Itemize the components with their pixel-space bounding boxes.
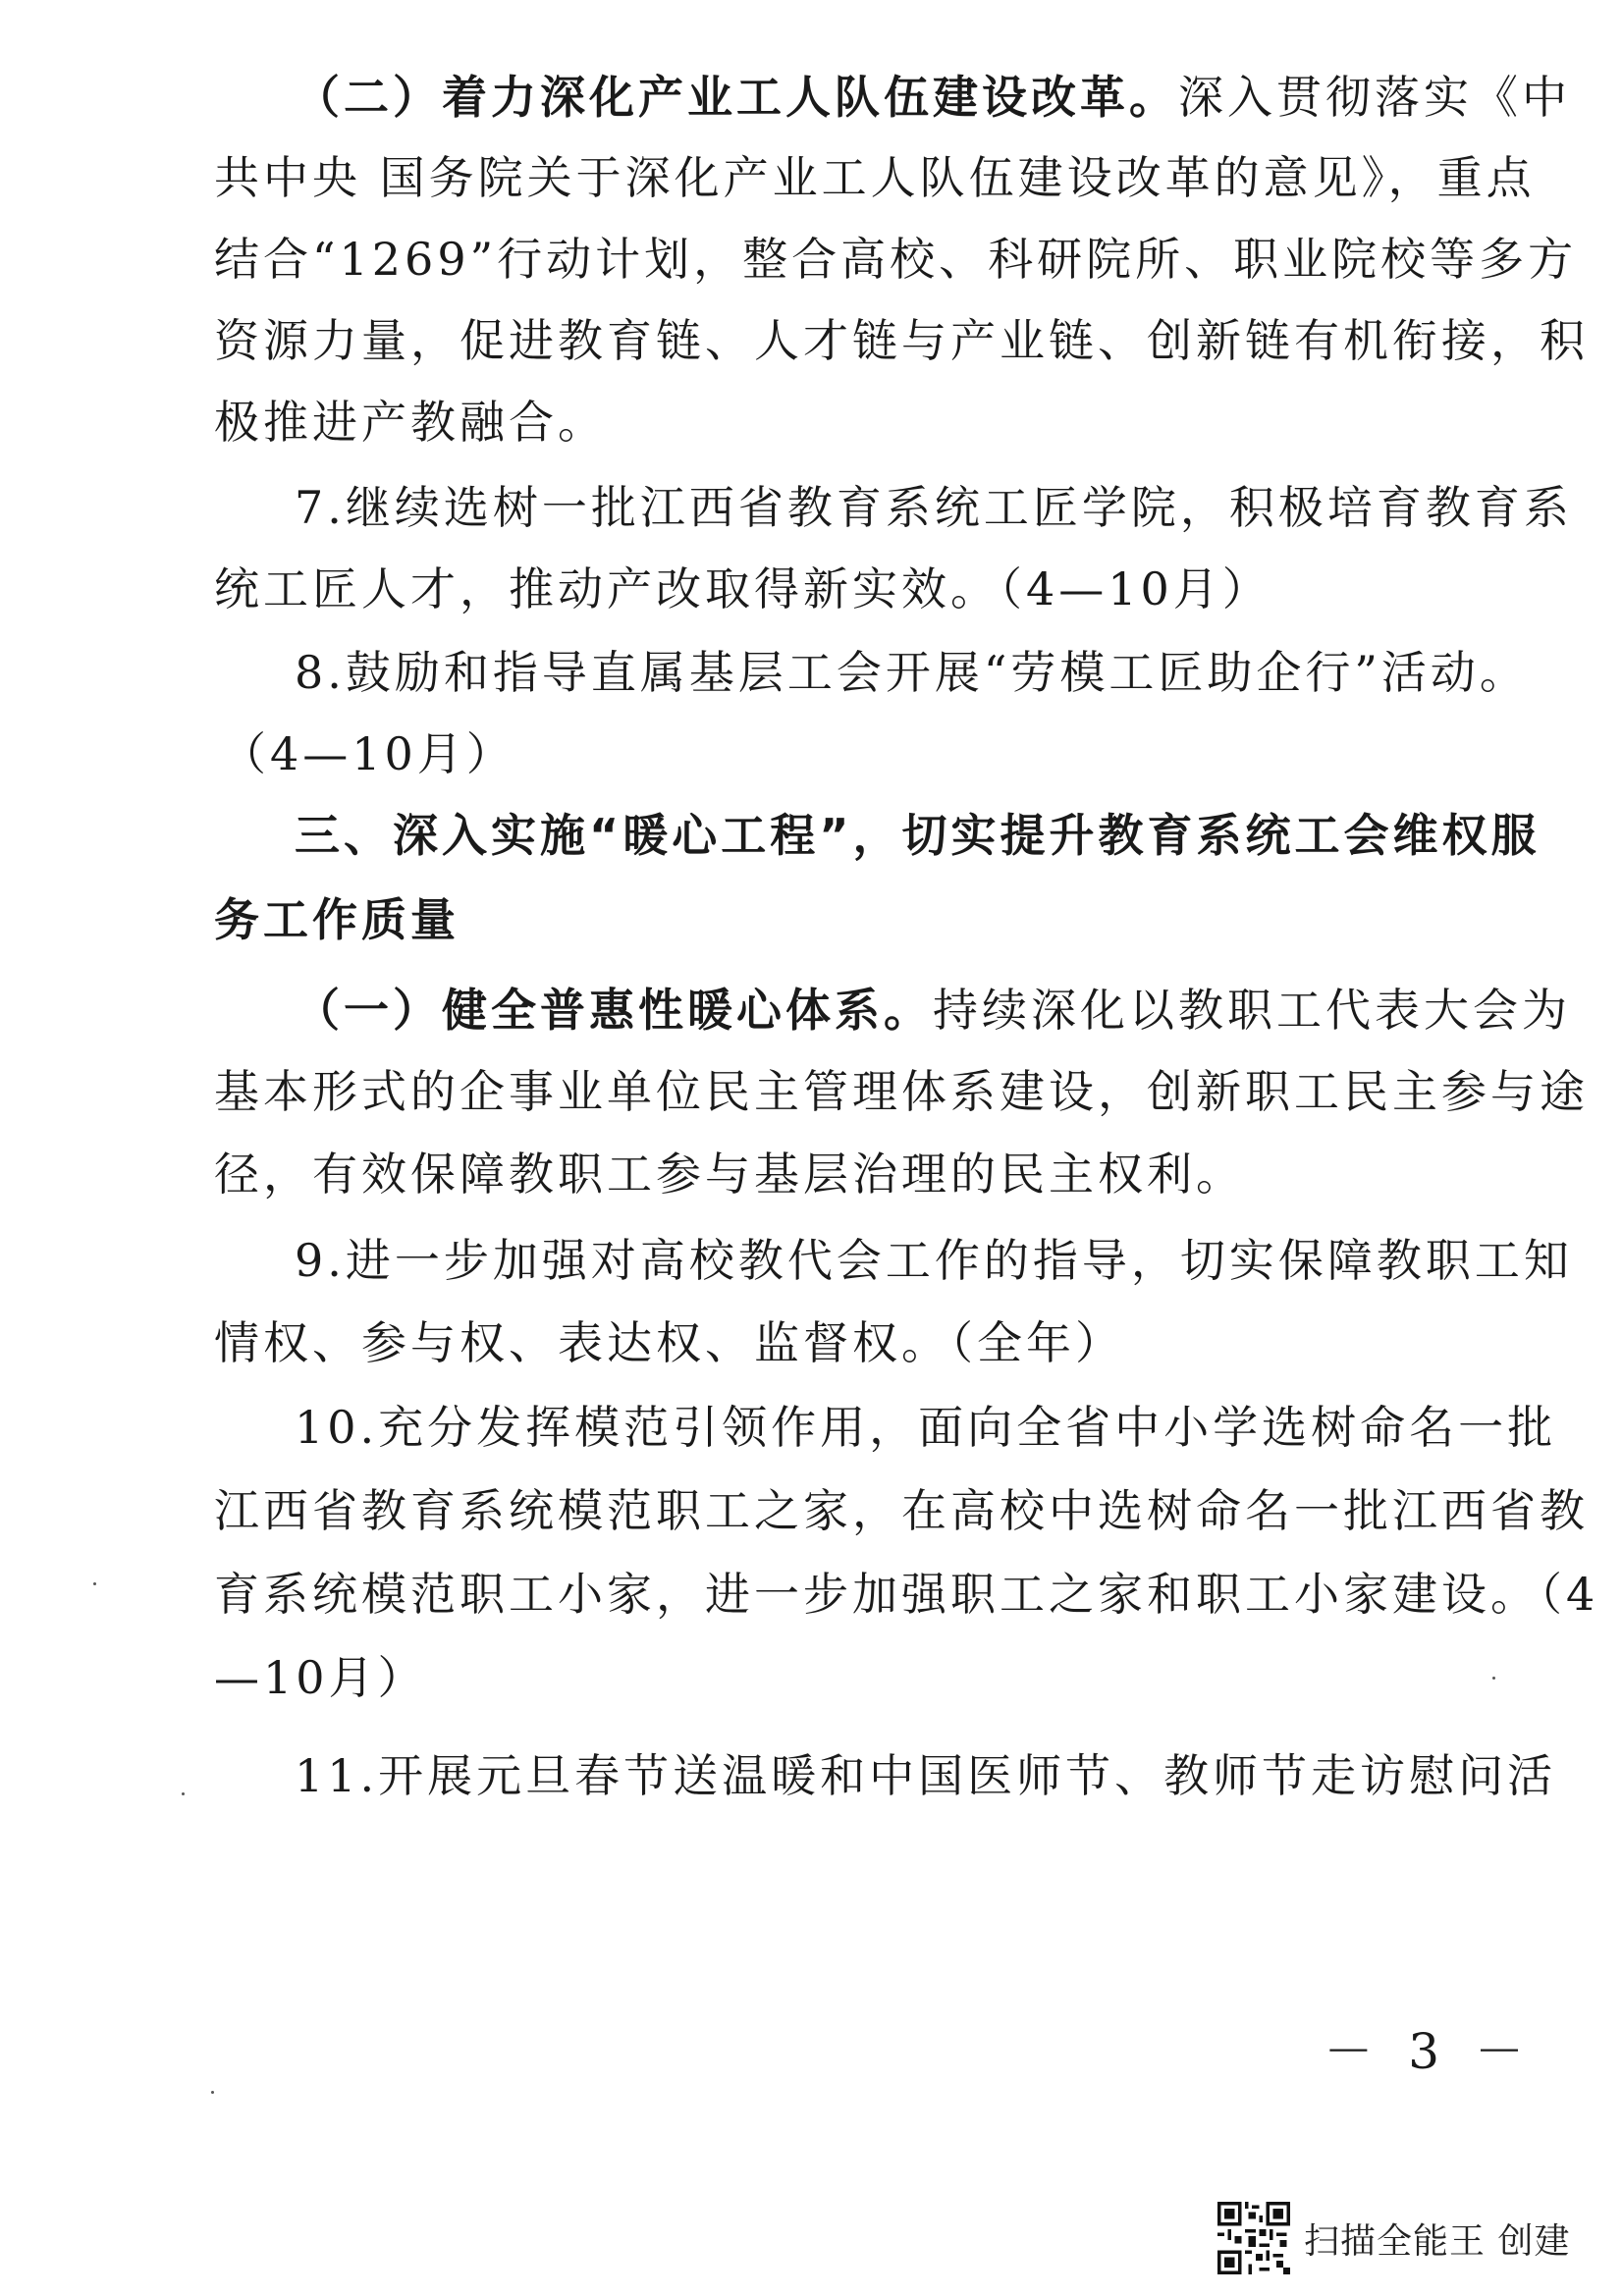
paragraph-line: （一）健全普惠性暖心体系。持续深化以教职工代表大会为 (295, 984, 1571, 1037)
page-number: － 3 － (1324, 2023, 1534, 2080)
scan-speck (211, 2091, 214, 2094)
list-item-continuation: 育系统模范职工小家，进一步加强职工之家和职工小家建设。（4 (214, 1568, 1599, 1621)
paragraph-line: 结合“1269”行动计划，整合高校、科研院所、职业院校等多方 (214, 233, 1578, 286)
subsection-heading: （一）健全普惠性暖心体系。 (295, 984, 933, 1037)
list-item-continuation: 情权、参与权、表达权、监督权。（全年） (214, 1316, 1124, 1369)
paragraph-line: 极推进产教融合。 (214, 396, 607, 449)
qr-code-icon (1217, 2202, 1290, 2274)
list-item: 9.进一步加强对高校教代会工作的指导，切实保障教职工知 (295, 1234, 1573, 1287)
watermark-text: 扫描全能王 创建 (1304, 2220, 1571, 2262)
list-item-continuation: 江西省教育系统模范职工之家，在高校中选树命名一批江西省教 (214, 1484, 1589, 1537)
list-item-continuation: 统工匠人才，推动产改取得新实效。（4—10月） (214, 562, 1271, 615)
list-item: 10.充分发挥模范引领作用，面向全省中小学选树命名一批 (295, 1401, 1557, 1454)
scan-speck (1492, 1677, 1495, 1680)
scan-speck (182, 1792, 185, 1795)
list-item: 7.继续选树一批江西省教育系统工匠学院，积极培育教育系 (295, 481, 1573, 534)
scanner-watermark (1217, 2199, 1570, 2277)
section-heading: 三、深入实施“暖心工程”，切实提升教育系统工会维权服 (295, 809, 1541, 862)
list-item: 8.鼓励和指导直属基层工会开展“劳模工匠助企行”活动。 (295, 646, 1529, 699)
paragraph-line: 径，有效保障教职工参与基层治理的民主权利。 (214, 1148, 1245, 1201)
paragraph-line: 基本形式的企事业单位民主管理体系建设，创新职工民主参与途 (214, 1065, 1589, 1118)
paragraph-line: 共中央 国务院关于深化产业工人队伍建设改革的意见》，重点 (214, 151, 1536, 204)
paragraph-line: （二）着力深化产业工人队伍建设改革。深入贯彻落实《中 (295, 71, 1571, 124)
paragraph-line: 资源力量，促进教育链、人才链与产业链、创新链有机衔接，积 (214, 314, 1589, 367)
list-item-continuation: —10月） (214, 1651, 427, 1704)
list-item-continuation: （4—10月） (221, 727, 515, 780)
section-heading-continuation: 务工作质量 (214, 893, 460, 946)
list-item: 11.开展元旦春节送温暖和中国医师节、教师节走访慰问活 (295, 1749, 1557, 1802)
subsection-heading: （二）着力深化产业工人队伍建设改革。 (295, 71, 1178, 124)
scan-speck (93, 1582, 96, 1585)
